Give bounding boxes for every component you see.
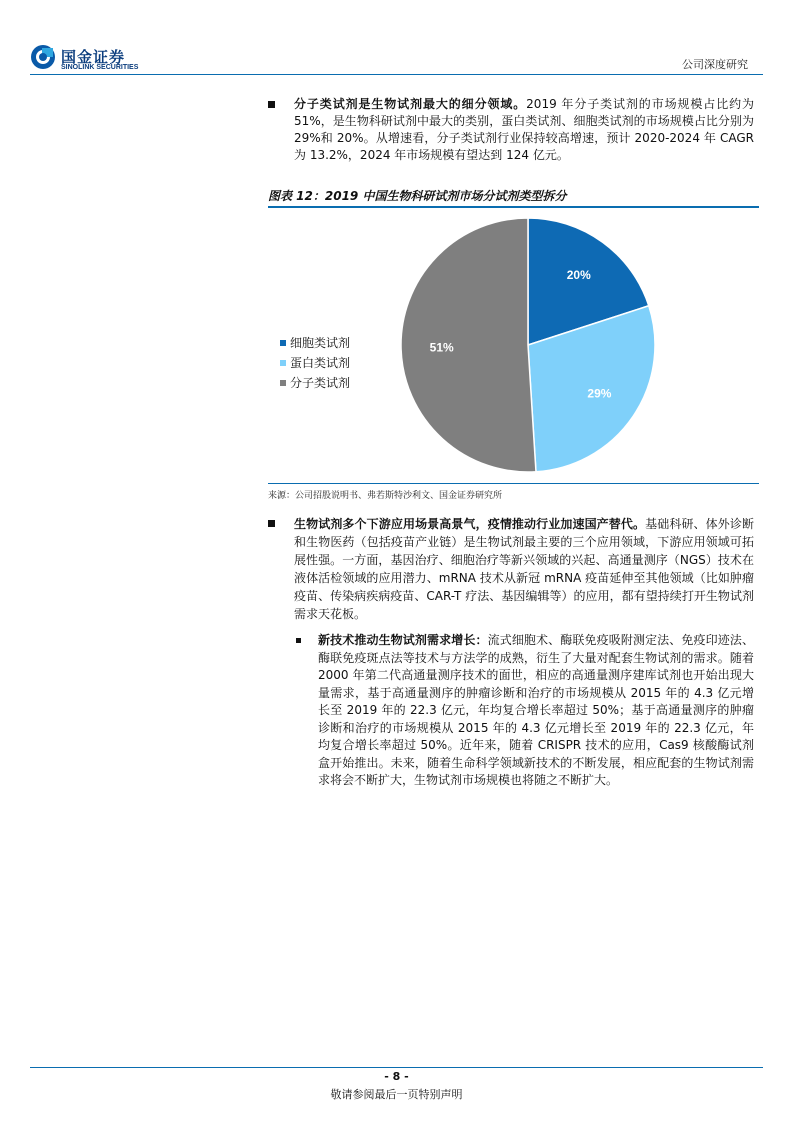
square-bullet-icon — [268, 101, 275, 108]
footer-disclaimer: 敬请参阅最后一页特别声明 — [330, 1088, 463, 1101]
small-square-bullet-icon — [296, 638, 301, 643]
figure-title: 图表 12：2019 中国生物科研试剂市场分试剂类型拆分 — [268, 189, 567, 203]
figure-source: 来源：公司招股说明书、弗若斯特沙利文、国金证券研究所 — [268, 491, 503, 501]
company-logo — [30, 44, 150, 74]
pie-chart — [268, 208, 759, 480]
paragraph-lead: 分子类试剂是生物试剂最大的细分领域。 — [294, 97, 527, 111]
paragraph-body: 2019 年分子类试剂的市场规模占比约为 51%，是生物科研试剂中最大的类别，蛋白类试剂、细胞类试剂的市场规模占比分别为 29%和 20%。从增速看，分子类试剂行业保持较高增速，预计 2020-2024 年 CAGR 为 13.2%，2024 年市场规模有望达到 124 亿元。 — [294, 97, 754, 162]
paragraph-text — [294, 515, 754, 623]
pie-data-label: 20% — [566, 268, 591, 283]
paragraph-lead: 新技术推动生物试剂需求增长： — [318, 633, 488, 647]
paragraph-body: 基础科研、体外诊断和生物医药（包括疫苗产业链）是生物试剂最主要的三个应用领域，下游应用领域可拓展性强。一方面，基因治疗、细胞治疗等新兴领域的兴起、高通量测序（NGS）技术在液体活检领域的应用潜力、mRNA 技术从新冠 mRNA 疫苗延伸至其他领域（比如肿瘤疫苗、传染病疾病疫苗、CAR-T 疗法、基因编辑等）的应用，都有望持续打开生物试剂需求天花板。 — [294, 517, 754, 621]
page-number: - 8 - — [384, 1070, 409, 1083]
legend-label: 分子类试剂 — [290, 376, 351, 390]
header-divider — [30, 74, 763, 75]
paragraph-text — [318, 632, 754, 790]
pie-chart-container — [268, 208, 759, 480]
bullet-paragraph-molecular — [268, 96, 754, 164]
paragraph-lead: 生物试剂多个下游应用场景高景气，疫情推动行业加速国产替代。 — [294, 517, 646, 531]
logo-english-name: SINOLINK SECURITIES — [61, 64, 139, 71]
sinolink-logo-icon — [30, 44, 56, 70]
legend-label: 细胞类试剂 — [290, 336, 351, 350]
paragraph-body: 流式细胞术、酶联免疫吸附测定法、免疫印迹法、酶联免疫斑点法等技术与方法学的成熟，衍生了大量对配套生物试剂的需求。随着 2000 年第二代高通量测序技术的面世，相应的高通量测序建库试剂也开始出现大量需求，基于高通量测序的肿瘤诊断和治疗的市场规模从 2015 年的 4.3 亿元增长至 2019 年的 22.3 亿元，年均复合增长率超过 50%；基于高通量测序的肿瘤诊断和治疗的市场规模从 2015 年的 4.3 亿元增长至 2019 年的 22.3 亿元，年均复合增长率超过 50%。近年来，随着 CRISPR 技术的应用，Cas9 核酸酶试剂盒开始推出。未来，随着生命科学领域新技术的不断发展，相应配套的生物试剂需求将会不断扩大，生物试剂市场规模也将随之不断扩大。 — [318, 633, 754, 787]
square-bullet-icon — [268, 520, 275, 527]
pie-data-label: 29% — [587, 386, 612, 401]
logo-chinese-name: 国金证券 — [61, 48, 126, 66]
sub-bullet-paragraph-new-tech — [296, 632, 754, 790]
pie-slice-molecular — [401, 218, 536, 472]
pie-data-label: 51% — [429, 340, 454, 355]
bullet-paragraph-downstream — [268, 515, 754, 623]
footer-divider — [30, 1067, 763, 1068]
legend-label: 蛋白类试剂 — [290, 356, 351, 370]
paragraph-text — [294, 96, 754, 164]
figure-bottom-rule — [268, 483, 759, 484]
report-type-label: 公司深度研究 — [682, 58, 748, 71]
